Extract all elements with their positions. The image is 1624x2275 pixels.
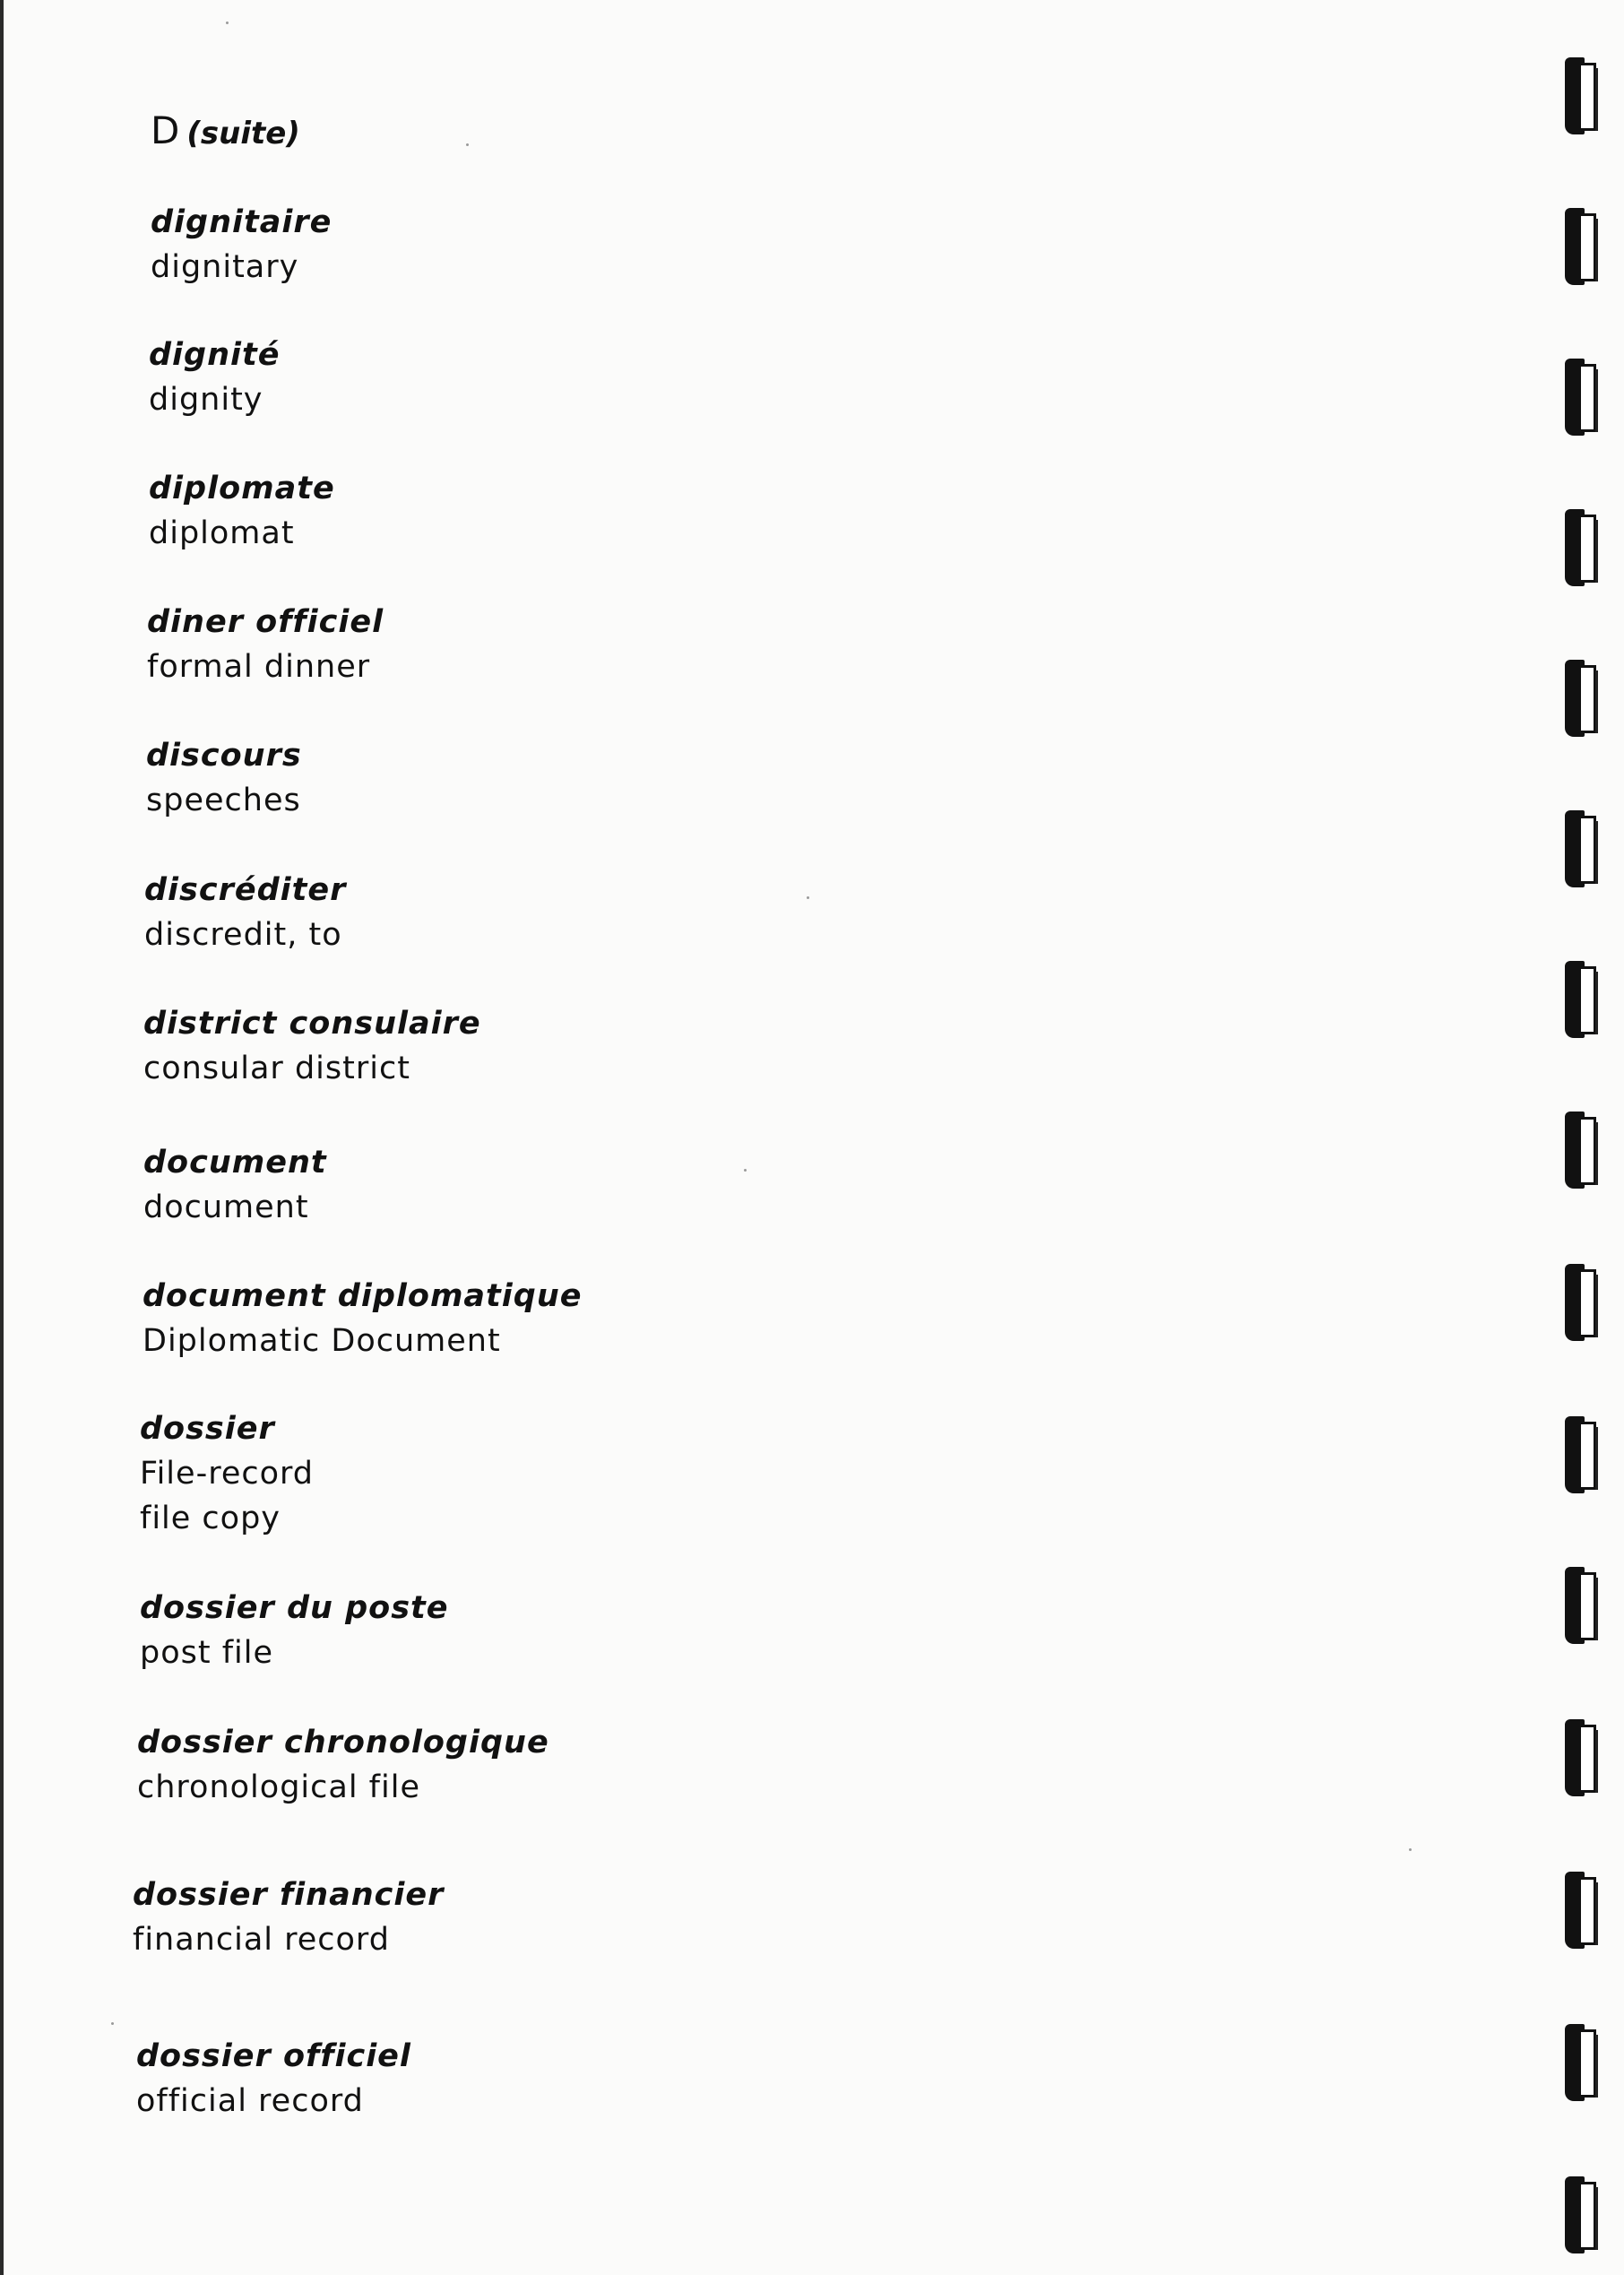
section-continued-label: (suite)	[186, 116, 300, 151]
french-term: dossier chronologique	[137, 1725, 549, 1760]
scan-speck	[111, 2022, 114, 2025]
glossary-entry	[143, 1001, 481, 1091]
english-translation: consular district	[143, 1051, 410, 1086]
scan-speck	[226, 22, 229, 24]
glossary-entry	[133, 1873, 444, 1962]
english-translation: diplomat	[149, 515, 295, 551]
glossary-entry	[147, 600, 384, 689]
section-heading	[151, 106, 300, 159]
binding-ring	[1561, 1719, 1611, 1796]
binding-ring	[1561, 208, 1611, 285]
english-translation: dignity	[149, 382, 263, 418]
glossary-entry	[144, 868, 346, 957]
scan-speck	[807, 896, 809, 899]
french-term: dossier du poste	[140, 1590, 449, 1626]
french-term: diplomate	[149, 471, 335, 506]
english-translation: discredit, to	[144, 917, 342, 953]
scan-speck	[1409, 1848, 1412, 1851]
english-translation: official record	[136, 2083, 364, 2119]
glossary-entry	[146, 733, 302, 823]
english-translation: Diplomatic Document	[143, 1323, 501, 1359]
binding-ring	[1561, 1112, 1611, 1189]
binding-ring	[1561, 810, 1611, 887]
section-letter: D	[151, 108, 180, 152]
english-translation: dignitary	[151, 249, 299, 285]
french-term: document	[143, 1145, 327, 1181]
french-term: document diplomatique	[143, 1278, 583, 1314]
french-term: dignitaire	[151, 204, 333, 240]
glossary-entry	[151, 200, 332, 290]
french-term: dossier financier	[133, 1877, 445, 1913]
english-translation: post file	[140, 1635, 274, 1671]
binding-ring	[1561, 961, 1611, 1038]
binding-ring	[1561, 2024, 1611, 2101]
english-translation: File-record	[140, 1456, 314, 1492]
binding-ring	[1561, 57, 1611, 134]
french-term: dignité	[149, 337, 281, 373]
french-term: dossier officiel	[136, 2038, 411, 2074]
spiral-binding	[1561, 0, 1624, 2275]
binding-ring	[1561, 1416, 1611, 1493]
english-translation: formal dinner	[147, 649, 371, 685]
english-translation: chronological file	[137, 1769, 420, 1805]
english-translation: speeches	[146, 783, 301, 818]
glossary-entry	[143, 1140, 327, 1230]
english-translation: financial record	[133, 1922, 390, 1958]
binding-ring	[1561, 359, 1611, 436]
french-term: discours	[146, 738, 302, 774]
glossary-entry	[140, 1406, 314, 1541]
french-term: district consulaire	[143, 1006, 481, 1042]
scan-speck	[744, 1169, 747, 1172]
french-term: discréditer	[144, 872, 347, 908]
french-term: diner officiel	[147, 604, 384, 640]
binding-ring	[1561, 1567, 1611, 1644]
binding-ring	[1561, 509, 1611, 586]
glossary-entry	[137, 1720, 549, 1810]
glossary-entry	[149, 333, 281, 422]
glossary-entry	[136, 2034, 411, 2124]
binding-ring	[1561, 2176, 1611, 2253]
glossary-entry	[149, 466, 335, 556]
binding-ring	[1561, 1872, 1611, 1949]
english-translation: file copy	[140, 1501, 281, 1536]
binding-ring	[1561, 1264, 1611, 1341]
glossary-entry	[143, 1274, 582, 1363]
glossary-entry	[140, 1586, 449, 1675]
english-translation: document	[143, 1189, 309, 1225]
scan-speck	[466, 143, 469, 146]
french-term: dossier	[140, 1411, 275, 1447]
page-left-edge	[0, 0, 4, 2275]
binding-ring	[1561, 660, 1611, 737]
